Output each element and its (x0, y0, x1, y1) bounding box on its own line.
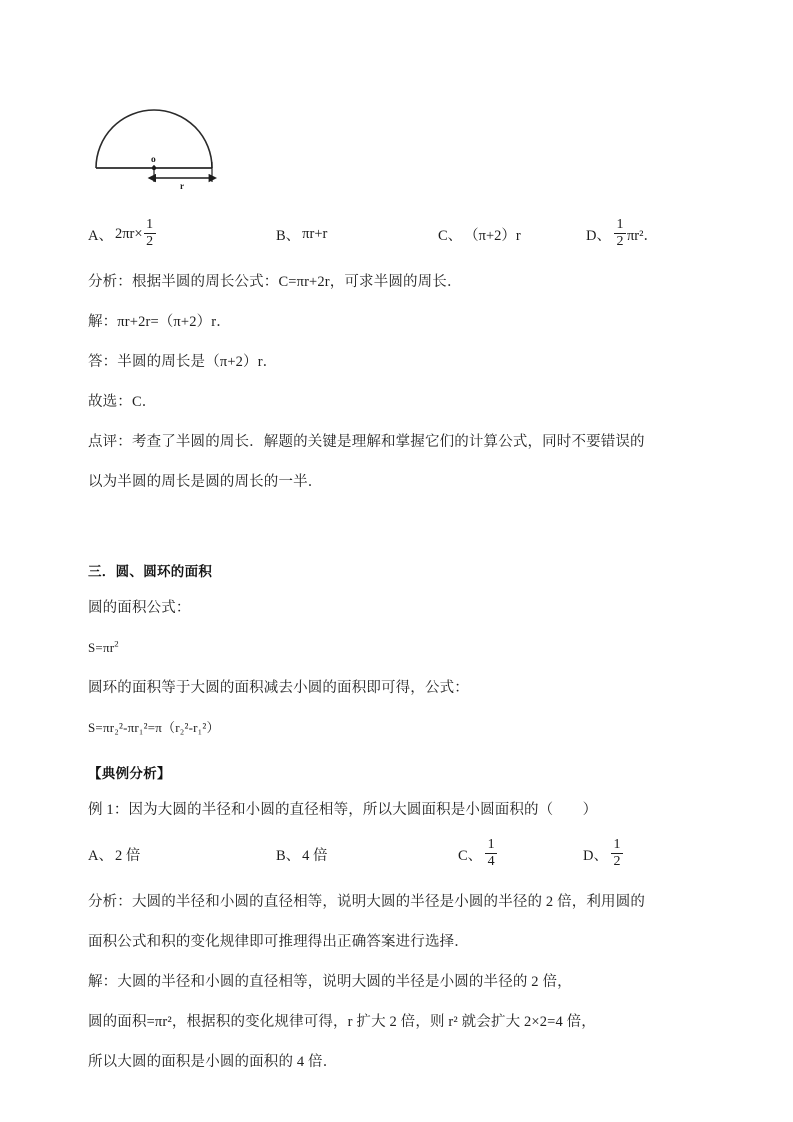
example1-option-d-tag: D、 (583, 847, 608, 864)
example1-option-d-fraction (611, 838, 623, 869)
example1-analysis-line1: 分析：大圆的半径和小圆的直径相等，说明大圆的半径是小圆的半径的 2 倍，利用圆的 (88, 894, 645, 910)
example1-option-b-tag: B、 (276, 847, 301, 864)
example1-option-d[interactable] (583, 834, 624, 874)
question1-options (88, 214, 708, 260)
example1-question: 例 1：因为大圆的半径和小圆的直径相等，所以大圆面积是小圆面积的（ ） (88, 802, 598, 818)
option-c-text: （π+2）r (464, 227, 521, 244)
option-d-numerator: 1 (616, 217, 624, 232)
example1-option-c[interactable] (458, 834, 498, 874)
circle-area-formula-exponent: 2 (114, 638, 119, 649)
option-b-text: πr+r (302, 225, 328, 242)
ring-area-formula: S=πr₂²-πr₁²=π（r₂²-r₁²） (88, 720, 220, 735)
option-d-denominator: 2 (616, 234, 624, 249)
option-a[interactable] (88, 214, 157, 254)
option-a-numerator: 1 (146, 217, 154, 232)
option-d-body (613, 219, 658, 250)
example1-option-b-text: 4 倍 (302, 847, 328, 864)
radius-label: r (180, 181, 184, 191)
examples-heading: 【典例分析】 (88, 766, 171, 782)
option-c-tag: C、 (438, 227, 463, 244)
circle-area-formula-base: S=πr (88, 640, 115, 655)
option-b-tag: B、 (276, 227, 301, 244)
page-content (88, 60, 708, 1082)
example1-option-a-text: 2 倍 (114, 847, 141, 864)
example1-solution-line2: 圆的面积=πr²，根据积的变化规律可得，r 扩大 2 倍，则 r² 就会扩大 2×2=4 倍， (88, 1014, 596, 1030)
section-spacer (88, 502, 708, 560)
section3-intro1: 圆的面积公式： (88, 600, 191, 616)
semicircle-diagram (88, 90, 248, 195)
spacer (88, 580, 708, 588)
question1-analysis: 分析：根据半圆的周长公式：C=πr+2r，可求半圆的周长． (88, 274, 462, 290)
option-d-tag: D、 (586, 227, 611, 244)
center-label: o (151, 155, 156, 165)
option-a-fraction (144, 218, 156, 249)
example1-option-c-denominator: 4 (487, 854, 495, 869)
question1-answer: 答：半圆的周长是（π+2）r． (88, 354, 278, 370)
example1-option-c-fraction (485, 838, 497, 869)
example1-option-c-tag: C、 (458, 847, 483, 864)
example1-analysis-line2: 面积公式和积的变化规律即可推理得出正确答案进行选择． (88, 934, 469, 950)
option-b[interactable] (276, 214, 327, 254)
question1-comment-line2: 以为半圆的周长是圆的周长的一半． (88, 474, 323, 490)
example1-option-c-numerator: 1 (487, 837, 495, 852)
spacer (88, 748, 708, 762)
question1-comment-line1: 点评：考查了半圆的周长．解题的关键是理解和掌握它们的计算公式，同时不要错误的 (88, 434, 645, 450)
example1-option-a[interactable] (88, 834, 140, 874)
example1-option-c-body (484, 839, 498, 870)
option-d[interactable] (586, 214, 658, 254)
option-d-fraction (614, 218, 626, 249)
question1-choice: 故选：C． (88, 394, 157, 410)
circle-area-formula (88, 628, 708, 668)
example1-option-d-body (610, 839, 624, 870)
option-d-suffix: πr²． (626, 227, 658, 244)
section3-intro2: 圆环的面积等于大圆的面积减去小圆的面积即可得，公式： (88, 680, 469, 696)
option-a-body (115, 219, 157, 250)
example1-solution-line1: 解：大圆的半径和小圆的直径相等，说明大圆的半径是小圆的半径的 2 倍， (88, 974, 572, 990)
example1-option-a-tag: A、 (88, 847, 113, 864)
example1-option-d-denominator: 2 (613, 854, 621, 869)
semicircle-figure (88, 90, 708, 200)
spacer (88, 782, 708, 790)
option-a-prefix: 2πr× (114, 225, 143, 242)
section3-heading: 三．圆、圆环的面积 (88, 564, 213, 580)
option-a-tag: A、 (88, 227, 113, 244)
example1-option-b[interactable] (276, 834, 328, 874)
example1-option-d-numerator: 1 (613, 837, 621, 852)
example1-solution-line3: 所以大圆的面积是小圆的面积的 4 倍． (88, 1054, 338, 1070)
option-a-denominator: 2 (146, 234, 154, 249)
question1-solution: 解：πr+2r=（π+2）r． (88, 314, 231, 330)
option-c[interactable] (438, 214, 521, 254)
example1-options (88, 834, 708, 880)
